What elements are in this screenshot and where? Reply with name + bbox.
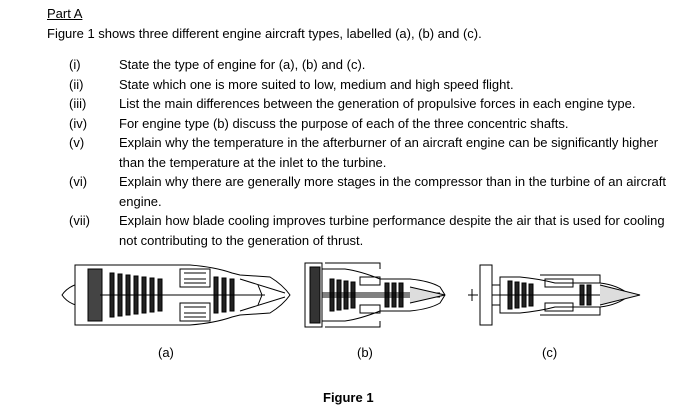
question-item (47, 211, 667, 250)
engine-diagrams (0, 255, 682, 345)
question-text: Explain how blade cooling improves turbine performance despite the air that is used for cooling not contributing to the generation of thrust. (119, 213, 665, 248)
part-heading: Part A (47, 6, 83, 21)
question-list (47, 55, 667, 250)
question-text: State the type of engine for (a), (b) and (c). (119, 57, 366, 72)
figure-caption: Figure 1 (323, 390, 374, 405)
question-text: List the main differences between the generation of propulsive forces in each engine type. (119, 96, 636, 111)
question-item (47, 94, 667, 114)
figure-label-c: (c) (542, 345, 558, 360)
question-item (47, 172, 667, 211)
question-item (47, 55, 667, 75)
engine-a-drawing (62, 265, 290, 325)
question-number: (ii) (69, 76, 84, 92)
figure-label-a: (a) (158, 345, 174, 360)
question-text: Explain why the temperature in the afterburner of an aircraft engine can be significantly higher than the temperature at the inlet to the turbine. (119, 135, 659, 170)
question-number: (vii) (69, 213, 90, 228)
question-number: (iv) (69, 115, 88, 131)
question-text: Explain why there are generally more stages in the compressor than in the turbine of an aircraft engine. (119, 174, 667, 209)
engine-c-drawing (468, 265, 640, 325)
question-number: (i) (69, 57, 81, 72)
figure-label-b: (b) (357, 345, 373, 360)
question-item (47, 114, 667, 134)
question-item (47, 133, 667, 172)
question-text: For engine type (b) discuss the purpose of each of the three concentric shafts. (119, 115, 569, 131)
question-number: (iii) (69, 96, 87, 111)
question-text: State which one is more suited to low, medium and high speed flight. (119, 76, 514, 92)
intro-text: Figure 1 shows three different engine aircraft types, labelled (a), (b) and (c). (47, 26, 482, 41)
engine-b-drawing (305, 263, 445, 327)
question-number: (v) (69, 135, 85, 150)
question-number: (vi) (69, 174, 88, 189)
question-item (47, 75, 667, 95)
